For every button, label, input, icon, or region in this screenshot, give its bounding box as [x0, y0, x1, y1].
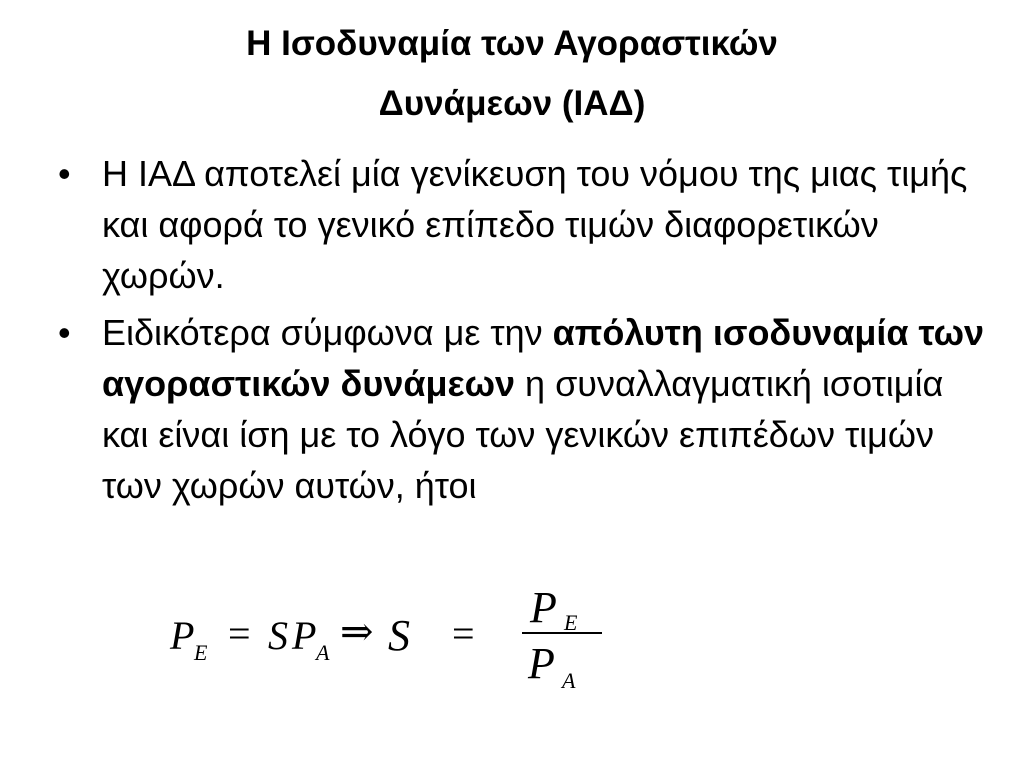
bullet-marker: • — [58, 153, 71, 194]
formula-equals-1: = — [228, 611, 251, 656]
formula-p-e: P — [170, 613, 195, 658]
formula-fraction-num-sub-e: E — [564, 610, 578, 635]
bullet-text-2-bold: απόλυτη ισοδυναμία των αγοραστικών δυνάμεων — [102, 312, 985, 404]
title-line-2: Δυνάμεων (ΙΑΔ) — [378, 84, 646, 123]
bullet-list — [56, 148, 986, 517]
formula-fraction-den-p: P — [528, 639, 555, 688]
fraction-bar — [522, 632, 602, 634]
formula-sub-e: E — [194, 640, 208, 665]
bullet-text-1: Η ΙΑΔ αποτελεί μία γενίκευση του νόμου της μιας τιμής και αφορά το γενικό επίπεδο τιμών διαφορετικών χωρών. — [102, 153, 968, 296]
bullet-text-2-before: Ειδικότερα σύμφωνα με την — [102, 312, 553, 353]
bullet-item-2 — [56, 307, 986, 511]
formula-sub-a: A — [316, 640, 330, 665]
formula-implies: ⇒ — [340, 609, 374, 654]
formula-fraction-den-sub-a: A — [562, 668, 576, 693]
formula-p-a: P — [292, 613, 317, 658]
bullet-item-1 — [56, 148, 986, 301]
title-line-1: Η Ισοδυναμία των Αγοραστικών — [246, 24, 778, 63]
formula-equals-2: = — [452, 611, 475, 656]
formula-fraction-num-p: P — [530, 583, 557, 632]
formula-s-1: S — [268, 613, 288, 658]
bullet-text-2-after: η συναλλαγματική ισοτιμία και είναι ίση με το λόγο των γενικών επιπέδων τιμών των χωρών αυτών, ήτοι — [102, 363, 944, 506]
bullet-marker: • — [58, 312, 71, 353]
slide-title — [60, 14, 964, 134]
ppp-formula — [170, 582, 630, 702]
formula-s-2: S — [388, 611, 410, 660]
